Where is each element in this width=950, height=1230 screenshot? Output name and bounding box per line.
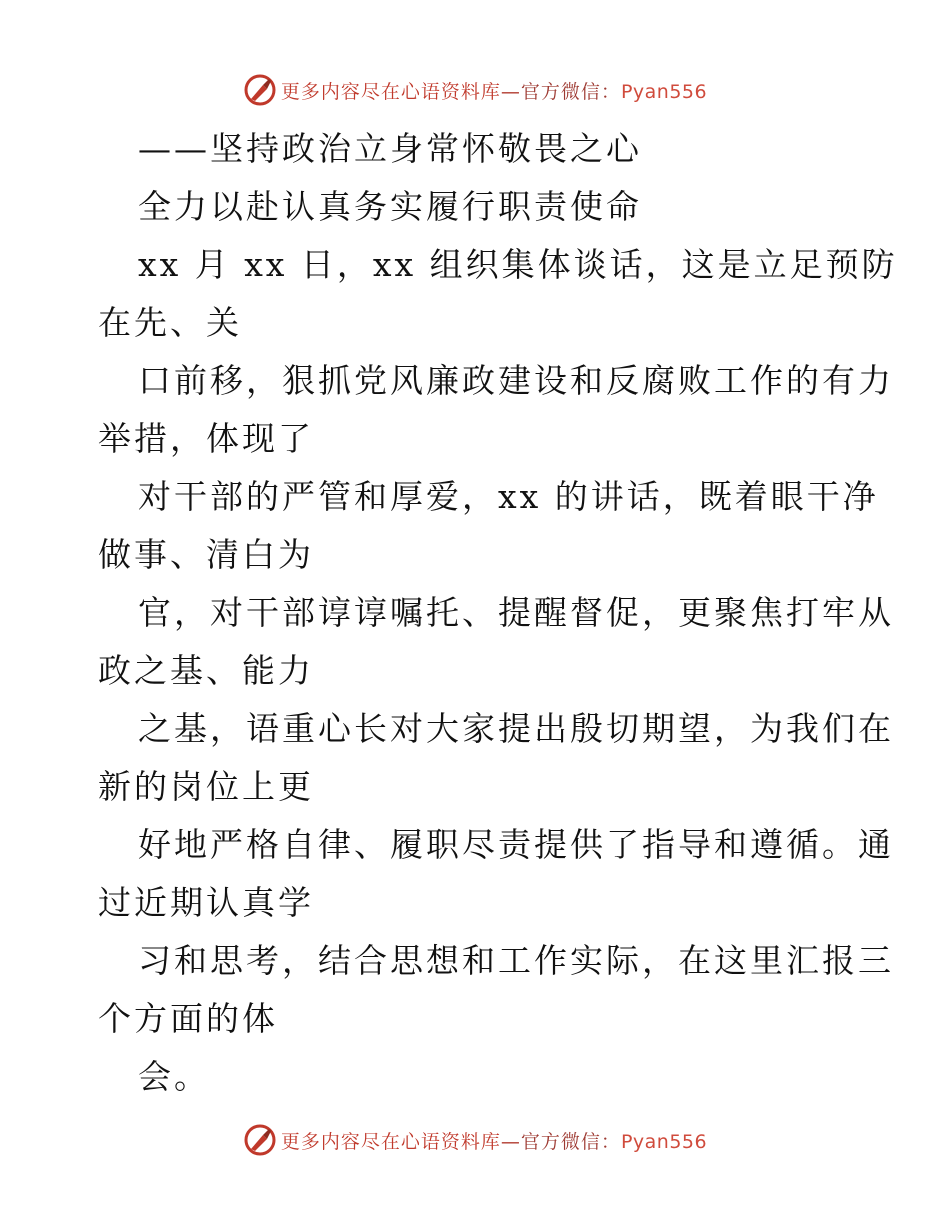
paragraph-line: 习和思考，结合思想和工作实际，在这里汇报三 — [138, 941, 894, 980]
paragraph-line: xx 月 xx 日，xx 组织集体谈话，这是立足预防 — [138, 245, 898, 284]
paragraph-line: 之基，语重心长对大家提出殷切期望，为我们在 — [138, 709, 894, 748]
paragraph-line: 举措，体现了 — [98, 419, 314, 458]
paragraph-line: 官，对干部谆谆嘱托、提醒督促，更聚焦打牢从 — [138, 593, 894, 632]
paragraph-line: 会。 — [138, 1057, 210, 1096]
watermark-text: 更多内容尽在心语资料库—官方微信：Pyan556 — [280, 80, 708, 103]
paragraph-line: 政之基、能力 — [98, 651, 314, 690]
pen-nib-logo-icon — [243, 73, 277, 107]
paragraph-line: 新的岗位上更 — [98, 767, 314, 806]
paragraph-line: 做事、清白为 — [98, 535, 314, 574]
paragraph-line: 好地严格自律、履职尽责提供了指导和遵循。通 — [138, 825, 894, 864]
paragraph-line: 个方面的体 — [98, 999, 278, 1038]
paragraph-line: 过近期认真学 — [98, 883, 314, 922]
paragraph-line: 对干部的严管和厚爱，xx 的讲话，既着眼干净 — [138, 477, 879, 516]
pen-nib-logo-icon — [243, 1123, 277, 1157]
paragraph-line: 在先、关 — [98, 303, 242, 342]
title-line: 全力以赴认真务实履行职责使命 — [138, 187, 642, 226]
footer-watermark — [0, 1120, 950, 1160]
paragraph-line: 口前移，狠抓党风廉政建设和反腐败工作的有力 — [138, 361, 894, 400]
subtitle-line: ——坚持政治立身常怀敬畏之心 — [138, 129, 642, 168]
header-watermark — [0, 70, 950, 110]
watermark-text: 更多内容尽在心语资料库—官方微信：Pyan556 — [280, 1130, 708, 1153]
